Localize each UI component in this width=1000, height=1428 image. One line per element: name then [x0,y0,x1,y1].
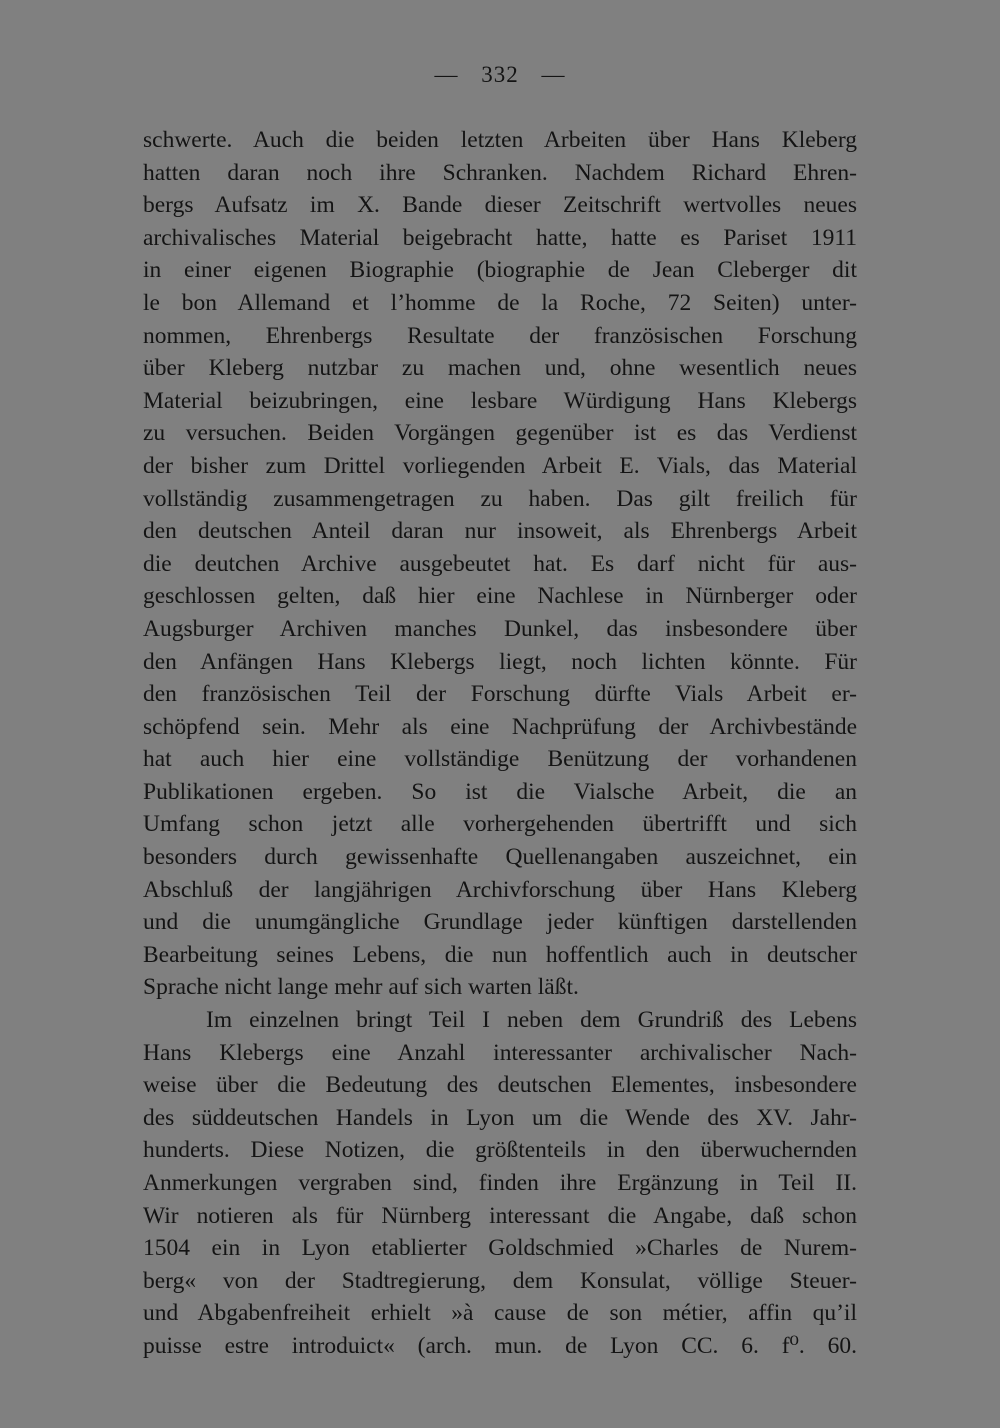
text-line: vollständig zusammengetragen zu haben. Das gilt freilich für [143,485,857,512]
text-line: geschlossen gelten, daß hier eine Nachlese in Nürnberger oder [143,583,857,610]
text-line: Wir notieren als für Nürnberg interessant die Angabe, daß schon [143,1202,857,1229]
text-line: des süddeutschen Handels in Lyon um die Wende des XV. Jahr- [143,1104,857,1131]
text-line: 1504 ein in Lyon etablierter Goldschmied »Charles de Nurem- [143,1235,857,1262]
text-line: und die unumgängliche Grundlage jeder künftigen darstellenden [143,909,857,936]
text-line: berg« von der Stadtregierung, dem Konsulat, völlige Steuer- [143,1267,857,1294]
page-number-header [0,62,1000,88]
text-line: schöpfend sein. Mehr als eine Nachprüfung der Archivbestände [143,713,857,740]
text-line: zu versuchen. Beiden Vorgängen gegenüber ist es das Verdienst [143,420,857,447]
text-line: Material beizubringen, eine lesbare Würdigung Hans Klebergs [143,387,857,414]
dash-left: — [434,62,459,87]
text-line: weise über die Bedeutung des deutschen Elementes, insbesondere [143,1072,857,1099]
text-line: Sprache nicht lange mehr auf sich warten läßt. [143,974,579,1001]
text-line: nommen, Ehrenbergs Resultate der französischen Forschung [143,322,857,349]
text-line: Abschluß der langjährigen Archivforschung über Hans Kleberg [143,876,857,903]
text-line: die deutchen Archive ausgebeutet hat. Es darf nicht für aus- [143,550,857,577]
text-line: Bearbeitung seines Lebens, die nun hoffentlich auch in deutscher [143,941,857,968]
text-line: besonders durch gewissenhafte Quellenangaben auszeichnet, ein [143,844,857,871]
text-line: puisse estre introduict« (arch. mun. de Lyon CC. 6. f⁰. 60. [143,1332,857,1359]
text-line: hatten daran noch ihre Schranken. Nachdem Richard Ehren- [143,159,857,186]
text-line: le bon Allemand et l’homme de la Roche, 72 Seiten) unter- [143,289,857,316]
text-line: Anmerkungen vergraben sind, finden ihre Ergänzung in Teil II. [143,1170,857,1196]
text-line: hunderts. Diese Notizen, die größtenteils in den überwuchernden [143,1137,857,1164]
text-line: hat auch hier eine vollständige Benützung der vorhandenen [143,746,857,773]
text-line: Im einzelnen bringt Teil I neben dem Grundriß des Lebens [206,1007,857,1034]
text-line: in einer eigenen Biographie (biographie de Jean Cleberger dit [143,257,857,284]
text-line: Publikationen ergeben. So ist die Vialsche Arbeit, die an [143,778,857,805]
text-line: Hans Klebergs eine Anzahl interessanter archivalischer Nach- [143,1039,857,1066]
page-number: 332 [481,62,519,87]
text-line: schwerte. Auch die beiden letzten Arbeiten über Hans Kleberg [143,127,857,153]
dash-right: — [541,62,566,87]
text-line: über Kleberg nutzbar zu machen und, ohne wesentlich neues [143,355,857,382]
text-line: der bisher zum Drittel vorliegenden Arbeit E. Vials, das Material [143,452,857,479]
text-line: den Anfängen Hans Klebergs liegt, noch lichten könnte. Für [143,648,857,675]
text-line: bergs Aufsatz im X. Bande dieser Zeitschrift wertvolles neues [143,192,857,219]
text-line: den französischen Teil der Forschung dürfte Vials Arbeit er- [143,681,857,708]
paragraph-2 [143,1004,857,1363]
paragraph-1 [143,124,857,1004]
text-line: und Abgabenfreiheit erhielt »à cause de son métier, affin qu’il [143,1300,857,1327]
text-line: Umfang schon jetzt alle vorhergehenden übertrifft und sich [143,811,857,838]
text-line: archivalisches Material beigebracht hatte, hatte es Pariset 1911 [143,224,857,251]
body-text [143,124,857,1363]
text-line: Augsburger Archiven manches Dunkel, das insbesondere über [143,615,857,642]
text-line: den deutschen Anteil daran nur insoweit, als Ehrenbergs Arbeit [143,518,857,545]
